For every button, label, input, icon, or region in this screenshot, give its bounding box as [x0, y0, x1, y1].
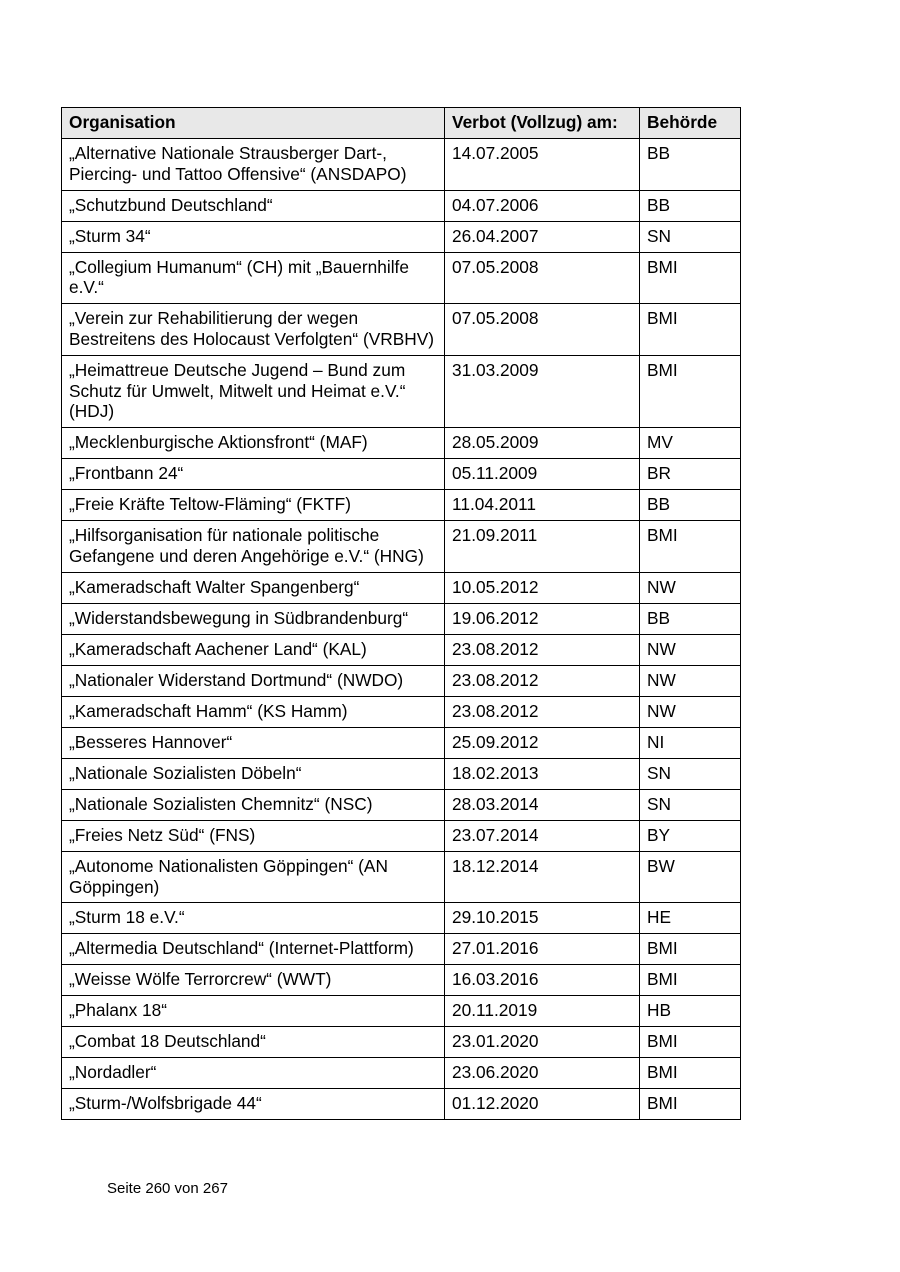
cell-authority: NI [640, 727, 741, 758]
cell-organisation: „Mecklenburgische Aktionsfront“ (MAF) [62, 428, 445, 459]
cell-organisation: „Verein zur Rehabilitierung der wegen Bestreitens des Holocaust Verfolgten“ (VRBHV) [62, 304, 445, 356]
ban-table [61, 107, 741, 1120]
cell-ban-date: 23.07.2014 [445, 820, 640, 851]
cell-organisation: „Nationale Sozialisten Chemnitz“ (NSC) [62, 789, 445, 820]
table-row [62, 820, 741, 851]
cell-authority: HB [640, 996, 741, 1027]
cell-organisation: „Kameradschaft Aachener Land“ (KAL) [62, 634, 445, 665]
cell-organisation: „Combat 18 Deutschland“ [62, 1027, 445, 1058]
cell-authority: BMI [640, 1027, 741, 1058]
cell-organisation: „Schutzbund Deutschland“ [62, 190, 445, 221]
cell-ban-date: 19.06.2012 [445, 603, 640, 634]
cell-authority: BY [640, 820, 741, 851]
table-row [62, 428, 741, 459]
table-row [62, 1089, 741, 1120]
cell-ban-date: 31.03.2009 [445, 355, 640, 427]
table-row [62, 1058, 741, 1089]
cell-authority: BB [640, 190, 741, 221]
cell-organisation: „Widerstandsbewegung in Südbrandenburg“ [62, 603, 445, 634]
table-row [62, 789, 741, 820]
cell-organisation: „Sturm-/Wolfsbrigade 44“ [62, 1089, 445, 1120]
cell-organisation: „Nationale Sozialisten Döbeln“ [62, 758, 445, 789]
table-header-row [62, 108, 741, 139]
header-authority: Behörde [640, 108, 741, 139]
cell-organisation: „Kameradschaft Walter Spangenberg“ [62, 572, 445, 603]
cell-authority: BMI [640, 304, 741, 356]
cell-ban-date: 25.09.2012 [445, 727, 640, 758]
cell-organisation: „Nationaler Widerstand Dortmund“ (NWDO) [62, 665, 445, 696]
cell-organisation: „Hilfsorganisation für nationale politische Gefangene und deren Angehörige e.V.“ (HNG) [62, 521, 445, 573]
table-row [62, 996, 741, 1027]
cell-ban-date: 11.04.2011 [445, 490, 640, 521]
cell-ban-date: 07.05.2008 [445, 252, 640, 304]
table-row [62, 634, 741, 665]
cell-organisation: „Alternative Nationale Strausberger Dart-, Piercing- und Tattoo Offensive“ (ANSDAPO) [62, 139, 445, 191]
table-row [62, 1027, 741, 1058]
cell-authority: NW [640, 665, 741, 696]
cell-ban-date: 23.06.2020 [445, 1058, 640, 1089]
cell-authority: NW [640, 696, 741, 727]
cell-ban-date: 18.12.2014 [445, 851, 640, 903]
cell-ban-date: 05.11.2009 [445, 459, 640, 490]
cell-ban-date: 28.03.2014 [445, 789, 640, 820]
table-row [62, 190, 741, 221]
cell-ban-date: 26.04.2007 [445, 221, 640, 252]
cell-organisation: „Kameradschaft Hamm“ (KS Hamm) [62, 696, 445, 727]
cell-organisation: „Freies Netz Süd“ (FNS) [62, 820, 445, 851]
cell-authority: HE [640, 903, 741, 934]
cell-authority: BW [640, 851, 741, 903]
page-number: Seite 260 von 267 [107, 1180, 228, 1197]
cell-authority: BR [640, 459, 741, 490]
cell-authority: BMI [640, 355, 741, 427]
cell-ban-date: 10.05.2012 [445, 572, 640, 603]
cell-ban-date: 18.02.2013 [445, 758, 640, 789]
cell-authority: NW [640, 572, 741, 603]
cell-ban-date: 07.05.2008 [445, 304, 640, 356]
cell-organisation: „Nordadler“ [62, 1058, 445, 1089]
cell-organisation: „Frontbann 24“ [62, 459, 445, 490]
cell-ban-date: 28.05.2009 [445, 428, 640, 459]
table-row [62, 758, 741, 789]
cell-ban-date: 01.12.2020 [445, 1089, 640, 1120]
table-row [62, 304, 741, 356]
cell-ban-date: 14.07.2005 [445, 139, 640, 191]
cell-ban-date: 27.01.2016 [445, 934, 640, 965]
cell-organisation: „Altermedia Deutschland“ (Internet-Plattform) [62, 934, 445, 965]
cell-authority: SN [640, 221, 741, 252]
cell-authority: BMI [640, 521, 741, 573]
cell-authority: BMI [640, 1058, 741, 1089]
cell-authority: BB [640, 490, 741, 521]
table-row [62, 603, 741, 634]
cell-organisation: „Besseres Hannover“ [62, 727, 445, 758]
cell-ban-date: 16.03.2016 [445, 965, 640, 996]
table-row [62, 355, 741, 427]
table-row [62, 903, 741, 934]
table-row [62, 572, 741, 603]
cell-ban-date: 21.09.2011 [445, 521, 640, 573]
cell-authority: NW [640, 634, 741, 665]
cell-authority: SN [640, 789, 741, 820]
table-row [62, 252, 741, 304]
table-row [62, 965, 741, 996]
cell-organisation: „Sturm 18 e.V.“ [62, 903, 445, 934]
table-row [62, 934, 741, 965]
cell-organisation: „Freie Kräfte Teltow-Fläming“ (FKTF) [62, 490, 445, 521]
cell-ban-date: 20.11.2019 [445, 996, 640, 1027]
cell-authority: BMI [640, 1089, 741, 1120]
cell-authority: BMI [640, 252, 741, 304]
cell-ban-date: 23.08.2012 [445, 634, 640, 665]
cell-ban-date: 23.08.2012 [445, 665, 640, 696]
header-organisation: Organisation [62, 108, 445, 139]
table-row [62, 521, 741, 573]
table-row [62, 221, 741, 252]
cell-ban-date: 23.08.2012 [445, 696, 640, 727]
table-row [62, 139, 741, 191]
cell-organisation: „Phalanx 18“ [62, 996, 445, 1027]
table-row [62, 459, 741, 490]
header-ban-date: Verbot (Vollzug) am: [445, 108, 640, 139]
cell-organisation: „Sturm 34“ [62, 221, 445, 252]
cell-ban-date: 23.01.2020 [445, 1027, 640, 1058]
table-row [62, 696, 741, 727]
table-row [62, 490, 741, 521]
cell-ban-date: 04.07.2006 [445, 190, 640, 221]
cell-authority: BB [640, 139, 741, 191]
cell-authority: BMI [640, 934, 741, 965]
cell-authority: BMI [640, 965, 741, 996]
cell-organisation: „Autonome Nationalisten Göppingen“ (AN Göppingen) [62, 851, 445, 903]
table-row [62, 665, 741, 696]
cell-authority: MV [640, 428, 741, 459]
cell-organisation: „Weisse Wölfe Terrorcrew“ (WWT) [62, 965, 445, 996]
cell-ban-date: 29.10.2015 [445, 903, 640, 934]
table-row [62, 727, 741, 758]
table-row [62, 851, 741, 903]
cell-authority: BB [640, 603, 741, 634]
cell-organisation: „Collegium Humanum“ (CH) mit „Bauernhilfe e.V.“ [62, 252, 445, 304]
cell-organisation: „Heimattreue Deutsche Jugend – Bund zum Schutz für Umwelt, Mitwelt und Heimat e.V.“ (HDJ) [62, 355, 445, 427]
cell-authority: SN [640, 758, 741, 789]
